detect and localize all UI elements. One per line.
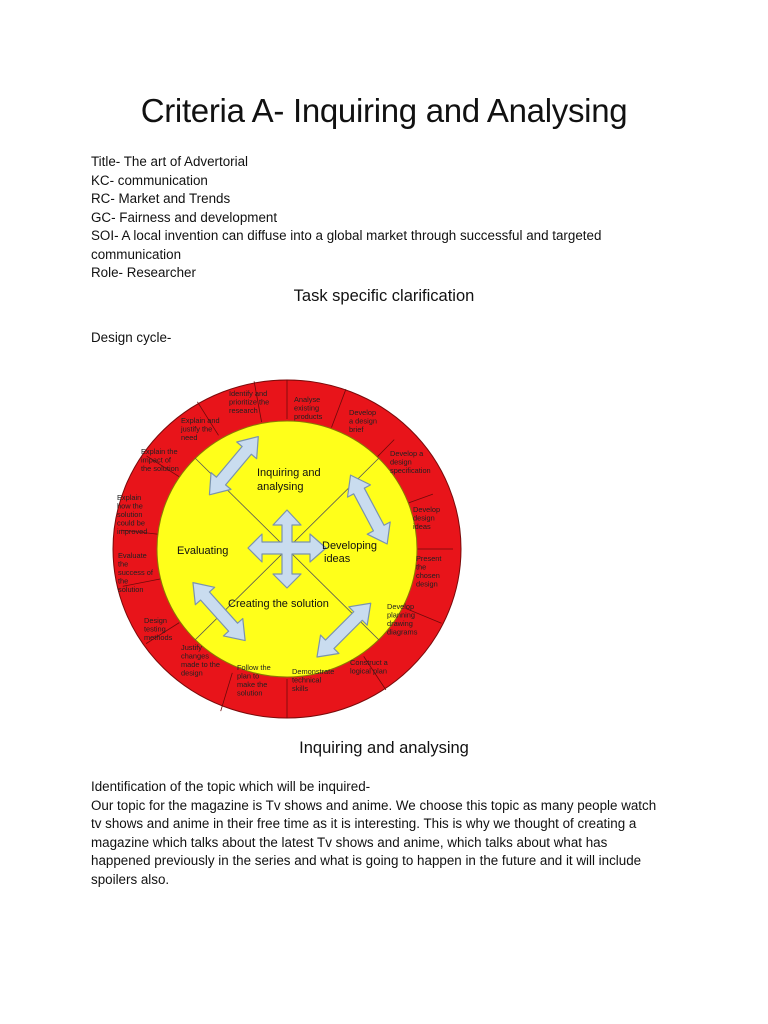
segment-label: Develop a design brief [349, 408, 377, 434]
segment-label: Explain and justify the need [181, 416, 220, 442]
meta-soi-cont: communication [91, 246, 182, 262]
segment-label: Justify changes made to the design [181, 643, 221, 678]
segment-label: Demonstrate technical skills [292, 667, 335, 693]
segment-label: Evaluate the success of the solution [118, 551, 153, 594]
segment-label: Develop design ideas [413, 505, 441, 531]
meta-role: Role- Researcher [91, 265, 196, 280]
meta-rc: RC- Market and Trends [91, 191, 231, 206]
segment-label: Follow the plan to make the solution [237, 663, 271, 698]
phase-creating: Creating the solution [228, 598, 329, 610]
segment-label: Identify and prioritize the research [229, 389, 270, 415]
text-line: magazine which talks about the latest Tv shows and anime, which talks about what has [91, 834, 608, 850]
meta-kc: KC- communication [91, 172, 208, 188]
text-line: spoilers also. [91, 871, 170, 887]
inquiring-heading: Inquiring and analysing [299, 739, 469, 757]
project-meta [91, 153, 651, 283]
meta-gc: GC- Fairness and development [91, 209, 278, 225]
segment-label: Develop planning drawing diagrams [387, 602, 418, 637]
design-cycle-diagram [111, 378, 463, 720]
text-line: tv shows and anime in their free time as it is interesting. This is why we thought of creating a [91, 816, 637, 831]
phase-developing-line1: Developing [322, 540, 378, 552]
phase-evaluating: Evaluating [177, 545, 229, 557]
segment-label: Present the chosen design [416, 554, 442, 589]
meta-soi: SOI- A local invention can diffuse into a global market through successful and targeted [91, 228, 602, 243]
text-line: happened previously in the series and what is going to happen in the future and it will include [91, 853, 642, 868]
segment-label: Explain how the solution could be improved [117, 493, 148, 536]
segment-label: Construct a logical plan [350, 658, 388, 676]
phase-developing-line2: ideas [324, 553, 351, 565]
segment-label: Analyse existing products [294, 395, 323, 421]
segment-label: Develop a design specification [390, 449, 431, 475]
segment-label: Design testing methods [144, 616, 173, 642]
phase-inquiring-line2: analysing [257, 481, 304, 493]
phase-inquiring-line1: Inquiring and [257, 467, 321, 479]
task-heading: Task specific clarification [293, 287, 475, 305]
segment-label: Explain the impact of the solution [141, 447, 179, 473]
design-cycle-label: Design cycle- [91, 330, 172, 345]
topic-paragraph [91, 778, 691, 889]
page-title: Criteria A- Inquiring and Analysing [140, 92, 628, 129]
text-line: Our topic for the magazine is Tv shows and anime. We choose this topic as many people watch [91, 797, 657, 813]
text-line: Identification of the topic which will be inquired- [91, 779, 371, 794]
meta-title: Title- The art of Advertorial [91, 154, 249, 169]
